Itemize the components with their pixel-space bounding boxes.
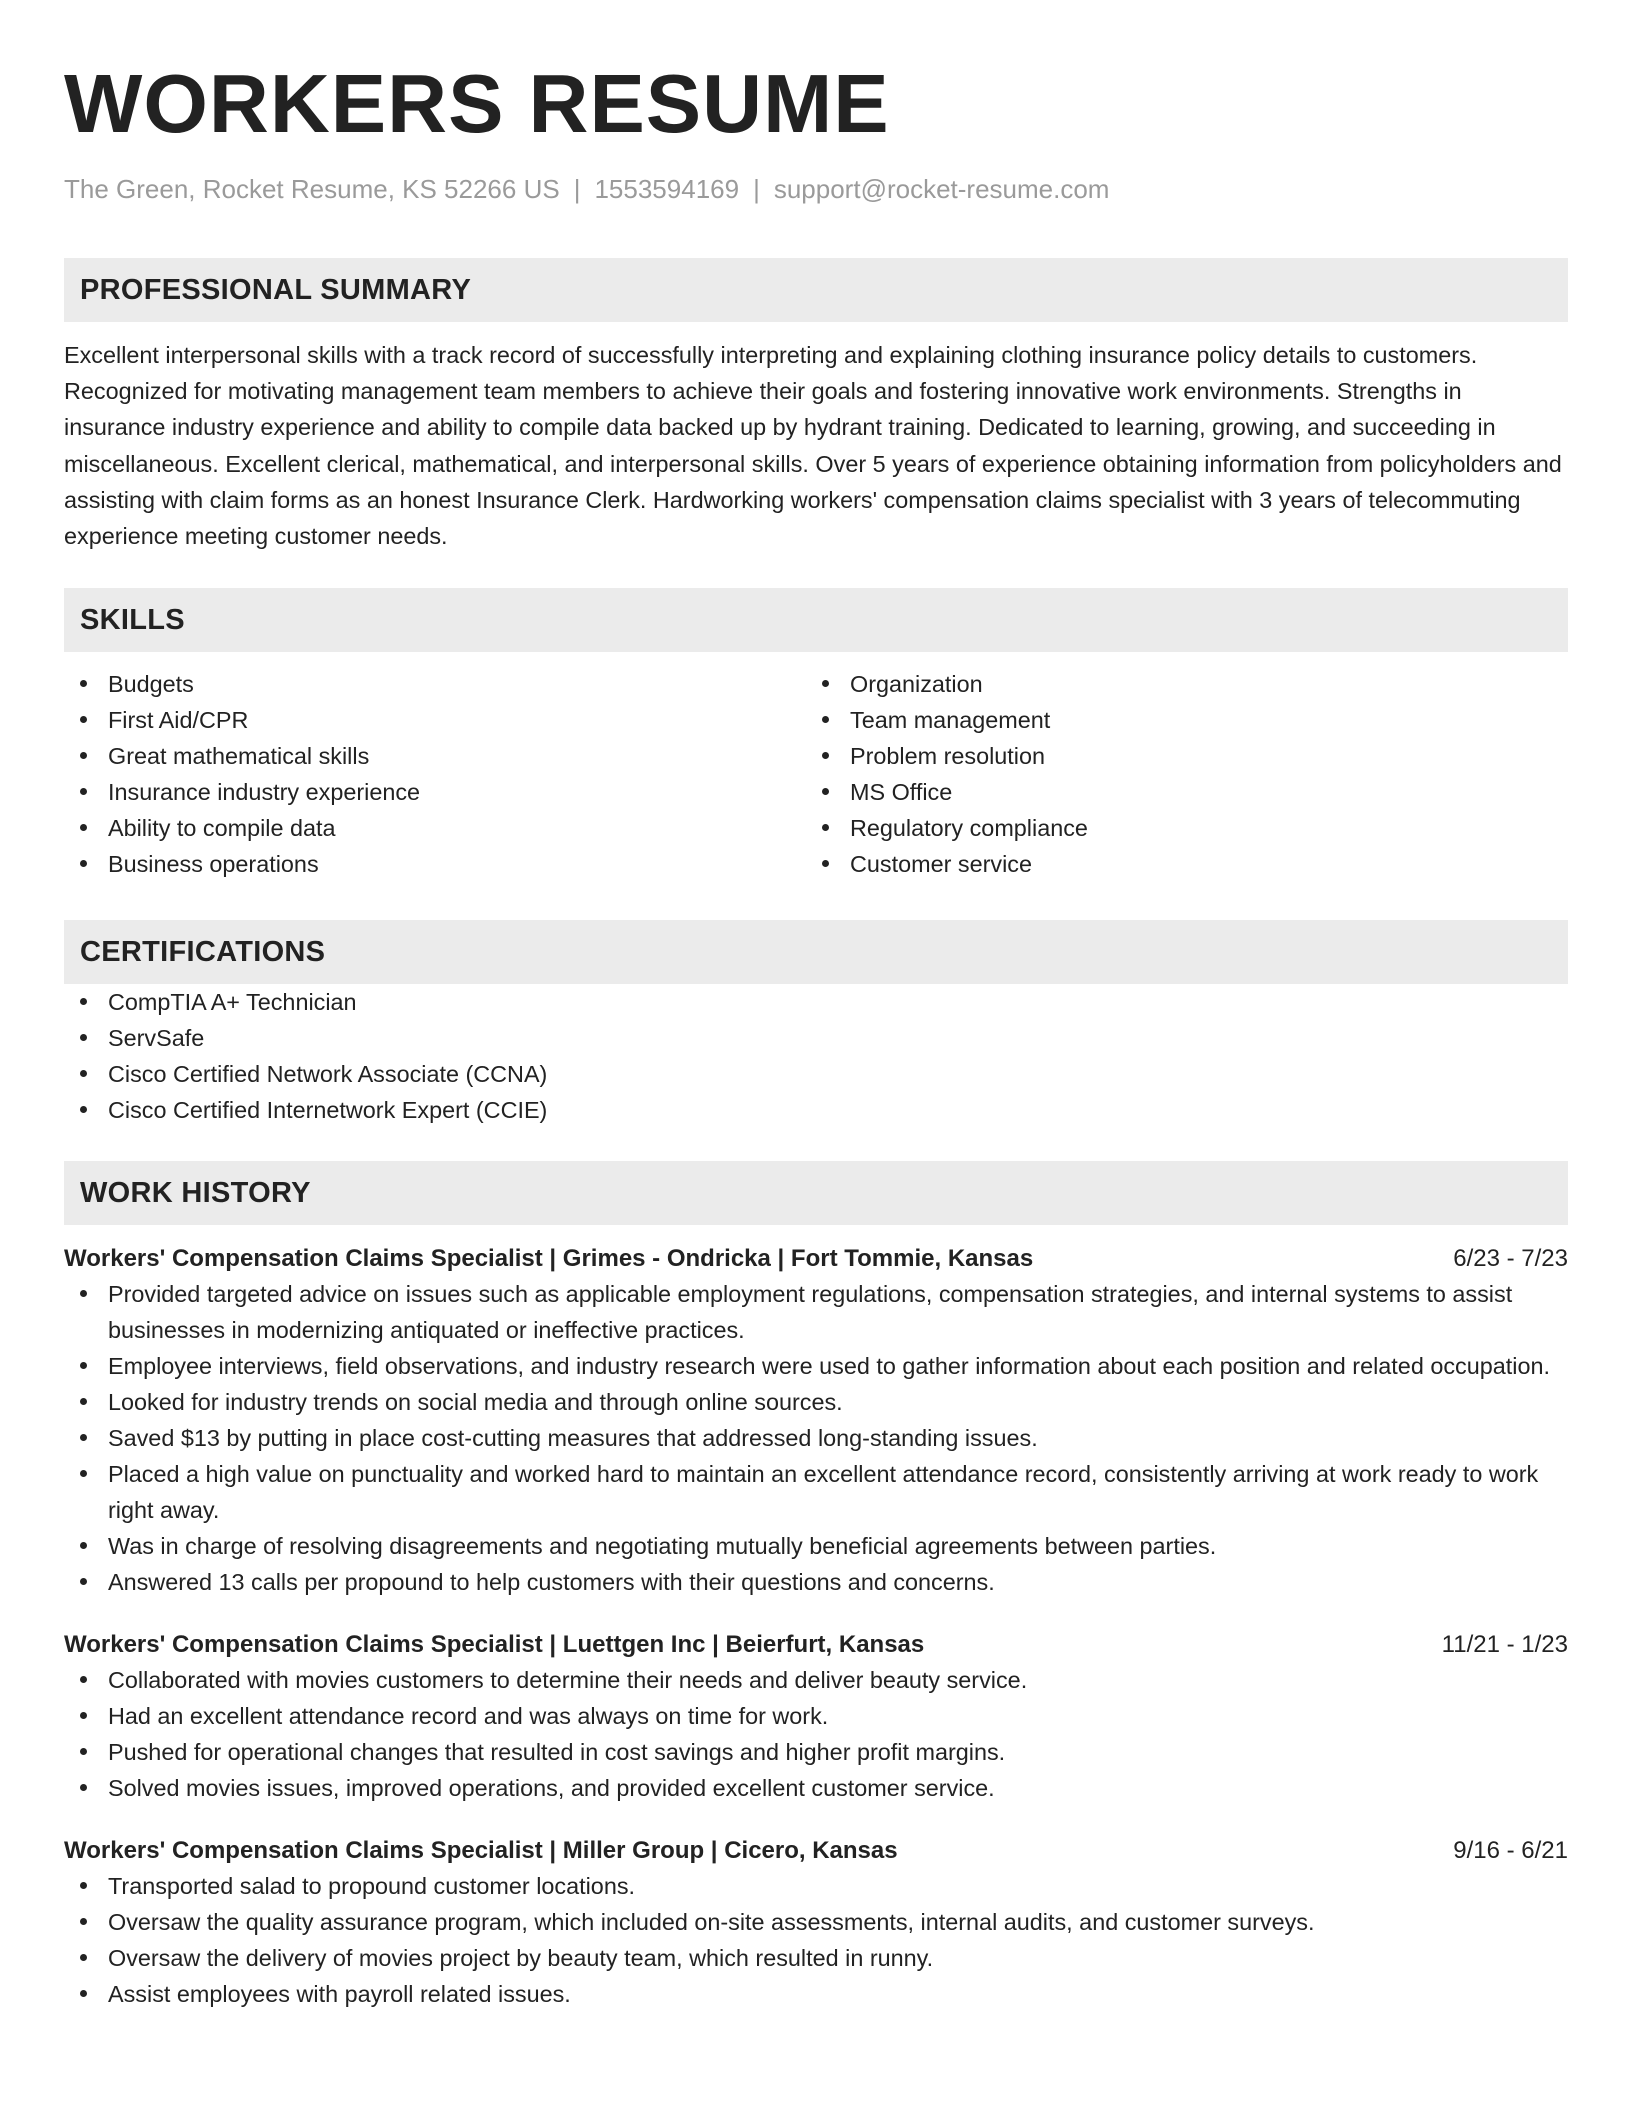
job-header bbox=[64, 1834, 1568, 1868]
skill-item: Regulatory compliance bbox=[806, 810, 1548, 846]
job-duty: Saved $13 by putting in place cost-cutting measures that addressed long-standing issues. bbox=[64, 1420, 1568, 1456]
skill-item: Customer service bbox=[806, 846, 1548, 882]
contact-address: The Green, Rocket Resume, KS 52266 US bbox=[64, 174, 560, 204]
job-duties-list bbox=[64, 1868, 1568, 2012]
certification-item: Cisco Certified Network Associate (CCNA) bbox=[64, 1056, 1568, 1092]
skill-item: Ability to compile data bbox=[64, 810, 806, 846]
job-duty: Pushed for operational changes that resulted in cost savings and higher profit margins. bbox=[64, 1734, 1568, 1770]
job-duty: Oversaw the delivery of movies project by beauty team, which resulted in runny. bbox=[64, 1940, 1568, 1976]
job-duty: Had an excellent attendance record and was always on time for work. bbox=[64, 1698, 1568, 1734]
skills-grid bbox=[64, 666, 1568, 882]
job-duty: Transported salad to propound customer locations. bbox=[64, 1868, 1568, 1904]
skill-item: Insurance industry experience bbox=[64, 774, 806, 810]
job-duty: Placed a high value on punctuality and worked hard to maintain an excellent attendance record, consistently arriving at work ready to work right away. bbox=[64, 1456, 1568, 1528]
job-dates: 9/16 - 6/21 bbox=[1453, 1837, 1568, 1865]
skills-column-left bbox=[64, 666, 806, 882]
contact-email: support@rocket-resume.com bbox=[773, 174, 1110, 204]
contact-separator: | bbox=[573, 174, 581, 204]
job-dates: 11/21 - 1/23 bbox=[1441, 1631, 1568, 1659]
job-header bbox=[64, 1628, 1568, 1662]
job-duty: Collaborated with movies customers to determine their needs and deliver beauty service. bbox=[64, 1662, 1568, 1698]
skill-item: Business operations bbox=[64, 846, 806, 882]
job-duties-list bbox=[64, 1662, 1568, 1806]
job-duty: Assist employees with payroll related issues. bbox=[64, 1976, 1568, 2012]
section-heading-certifications: CERTIFICATIONS bbox=[64, 920, 1568, 984]
job-duty: Was in charge of resolving disagreements and negotiating mutually beneficial agreements between parties. bbox=[64, 1528, 1568, 1564]
skill-item: Budgets bbox=[64, 666, 806, 702]
skill-item: First Aid/CPR bbox=[64, 702, 806, 738]
job-duty: Oversaw the quality assurance program, which included on-site assessments, internal audits, and customer surveys. bbox=[64, 1904, 1568, 1940]
skill-item: Organization bbox=[806, 666, 1548, 702]
job-duty: Employee interviews, field observations, and industry research were used to gather information about each position and related occupation. bbox=[64, 1348, 1568, 1384]
skills-column-right bbox=[806, 666, 1548, 882]
job-title: Workers' Compensation Claims Specialist | Grimes - Ondricka | Fort Tommie, Kansas bbox=[64, 1245, 1034, 1273]
resume-page bbox=[64, 0, 1568, 2012]
job-title: Workers' Compensation Claims Specialist | Luettgen Inc | Beierfurt, Kansas bbox=[64, 1631, 925, 1659]
job-dates: 6/23 - 7/23 bbox=[1453, 1245, 1568, 1273]
skill-item: MS Office bbox=[806, 774, 1548, 810]
job-duty: Looked for industry trends on social media and through online sources. bbox=[64, 1384, 1568, 1420]
certification-item: ServSafe bbox=[64, 1020, 1568, 1056]
contact-separator: | bbox=[753, 174, 760, 204]
resume-name: WORKERS RESUME bbox=[64, 57, 890, 150]
certification-item: Cisco Certified Internetwork Expert (CCIE) bbox=[64, 1092, 1568, 1128]
summary-text: Excellent interpersonal skills with a track record of successfully interpreting and explaining clothing insurance policy details to customers. Recognized for motivating management team members to achieve their goals and fostering innovative work environments. Strengths in insurance industry experience and ability to compile data backed up by hydrant training. Dedicated to learning, growing, and succeeding in miscellaneous. Excellent clerical, mathematical, and interpersonal skills. Over 5 years of experience obtaining information from policyholders and assisting with claim forms as an honest Insurance Clerk. Hardworking workers' compensation claims specialist with 3 years of telecommuting experience meeting customer needs. bbox=[64, 342, 1562, 550]
contact-line bbox=[64, 172, 1568, 206]
job-duty: Solved movies issues, improved operations, and provided excellent customer service. bbox=[64, 1770, 1568, 1806]
skill-item: Great mathematical skills bbox=[64, 738, 806, 774]
certification-item: CompTIA A+ Technician bbox=[64, 984, 1568, 1020]
job-duties-list bbox=[64, 1276, 1568, 1600]
job-duty: Provided targeted advice on issues such as applicable employment regulations, compensation strategies, and internal systems to assist businesses in modernizing antiquated or ineffective practices. bbox=[64, 1276, 1568, 1348]
skill-item: Problem resolution bbox=[806, 738, 1548, 774]
certifications-list bbox=[64, 984, 1568, 1128]
job-header bbox=[64, 1242, 1568, 1276]
contact-phone: 1553594169 bbox=[594, 174, 740, 204]
skill-item: Team management bbox=[806, 702, 1548, 738]
section-heading-summary: PROFESSIONAL SUMMARY bbox=[64, 258, 1568, 322]
job-title: Workers' Compensation Claims Specialist | Miller Group | Cicero, Kansas bbox=[64, 1837, 898, 1865]
section-heading-skills: SKILLS bbox=[64, 588, 1568, 652]
section-heading-work-history: WORK HISTORY bbox=[64, 1161, 1568, 1225]
job-duty: Answered 13 calls per propound to help customers with their questions and concerns. bbox=[64, 1564, 1568, 1600]
